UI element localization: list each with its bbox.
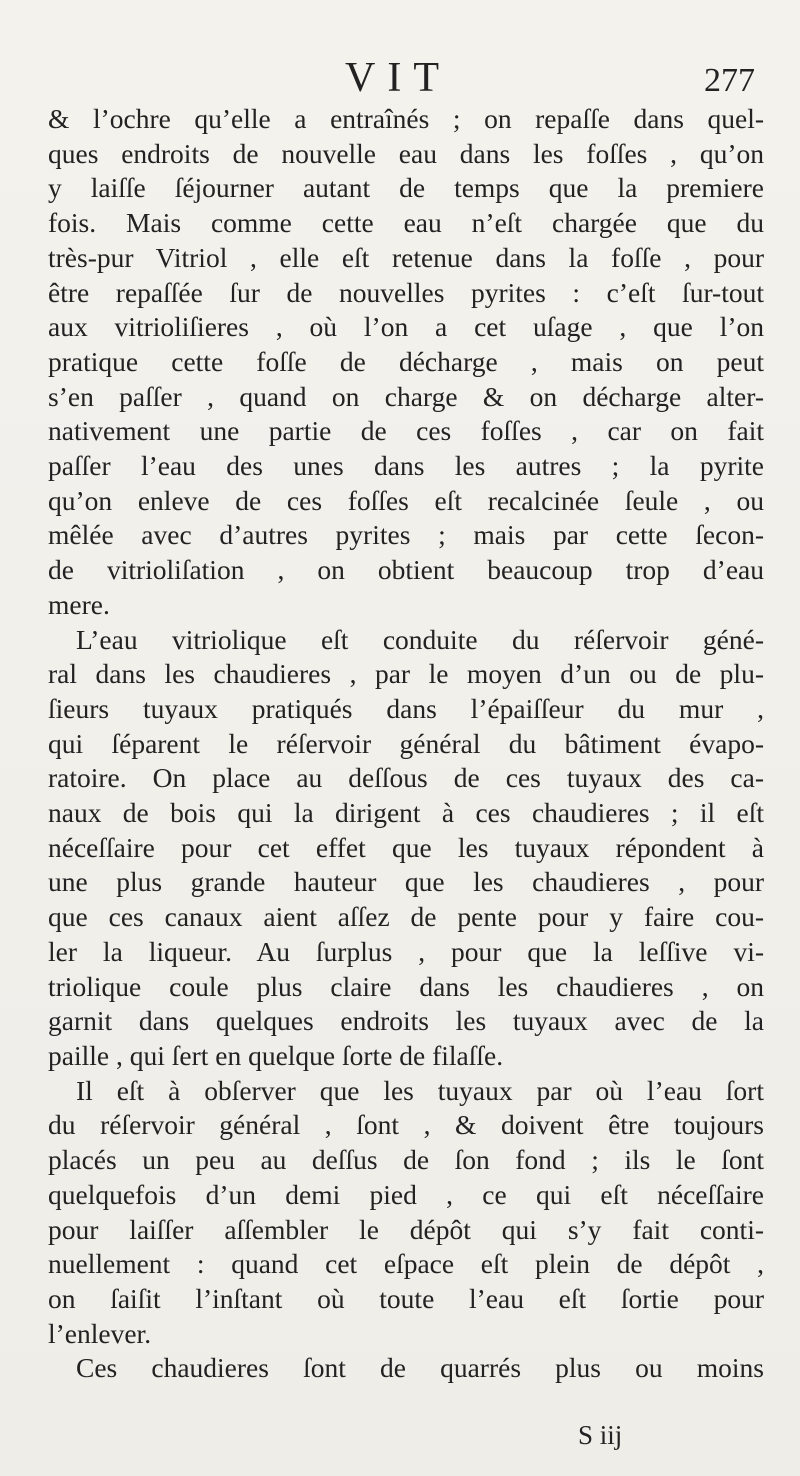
text-line: ratoire. On place au deſſous de ces tuyaux des ca-: [48, 762, 764, 794]
page-number: 277: [704, 62, 755, 99]
text-line: qui ſéparent le réſervoir général du bâtiment évapo-: [48, 727, 764, 759]
text-line: ques endroits de nouvelle eau dans les foſſes , qu’on: [48, 137, 764, 169]
text-line: naux de bois qui la dirigent à ces chaudieres ; il eſt: [48, 797, 764, 829]
text-line: s’en paſſer , quand on charge & on décharge alter-: [48, 380, 764, 412]
text-line: ler la liqueur. Au ſurplus , pour que la leſſive vi-: [48, 935, 764, 967]
body-text: [48, 102, 764, 1386]
text-line: du réſervoir général , ſont , & doivent être toujours: [48, 1109, 764, 1141]
text-line: nativement une partie de ces foſſes , car on fait: [48, 415, 764, 447]
text-line: Il eſt à obſerver que les tuyaux par où l’eau ſort: [76, 1074, 764, 1106]
text-line: une plus grande hauteur que les chaudieres , pour: [48, 866, 764, 898]
text-line: Ces chaudieres ſont de quarrés plus ou moins: [76, 1352, 764, 1384]
text-line: fois. Mais comme cette eau n’eſt chargée que du: [48, 207, 764, 239]
text-line: pour laiſſer aſſembler le dépôt qui s’y fait conti-: [48, 1213, 764, 1245]
running-title: VIT: [345, 55, 451, 101]
text-line: mere.: [48, 588, 110, 620]
text-line: y laiſſe ſéjourner autant de temps que la premiere: [48, 172, 764, 204]
page-header: [0, 55, 800, 108]
text-line: de vitrioliſation , on obtient beaucoup trop d’eau: [48, 554, 764, 586]
text-line: paſſer l’eau des unes dans les autres ; la pyrite: [48, 450, 764, 482]
text-line: aux vitrioliſieres , où l’on a cet uſage , que l’on: [48, 311, 764, 343]
text-line: nuellement : quand cet eſpace eſt plein de dépôt ,: [48, 1248, 764, 1280]
text-line: pratique cette foſſe de décharge , mais on peut: [48, 345, 764, 377]
text-line: ſieurs tuyaux pratiqués dans l’épaiſſeur du mur ,: [48, 692, 764, 724]
text-line: triolique coule plus claire dans les chaudieres , on: [48, 970, 764, 1002]
text-line: paille , qui ſert en quelque ſorte de filaſſe.: [48, 1039, 504, 1071]
text-line: très-pur Vitriol , elle eſt retenue dans la foſſe , pour: [48, 241, 764, 273]
text-line: être repaſſée ſur de nouvelles pyrites : c’eſt ſur-tout: [48, 276, 764, 308]
signature-mark: S iij: [578, 1420, 623, 1450]
text-line: qu’on enleve de ces foſſes eſt recalcinée ſeule , ou: [48, 484, 764, 516]
text-line: quelquefois d’un demi pied , ce qui eſt néceſſaire: [48, 1178, 764, 1210]
text-line: l’enlever.: [48, 1317, 152, 1349]
text-line: garnit dans quelques endroits les tuyaux avec de la: [48, 1005, 764, 1037]
text-line: on ſaiſit l’inſtant où toute l’eau eſt ſortie pour: [48, 1282, 764, 1314]
text-line: & l’ochre qu’elle a entraînés ; on repaſſe dans quel-: [48, 103, 764, 134]
text-line: néceſſaire pour cet effet que les tuyaux répondent à: [48, 831, 764, 863]
text-line: placés un peu au deſſus de ſon fond ; ils le ſont: [48, 1144, 764, 1176]
text-line: mêlée avec d’autres pyrites ; mais par cette ſecon-: [48, 519, 764, 551]
text-line: que ces canaux aient aſſez de pente pour y faire cou-: [48, 901, 764, 933]
text-line: ral dans les chaudieres , par le moyen d’un ou de plu-: [48, 658, 764, 690]
text-line: L’eau vitriolique eſt conduite du réſervoir géné-: [76, 623, 764, 655]
